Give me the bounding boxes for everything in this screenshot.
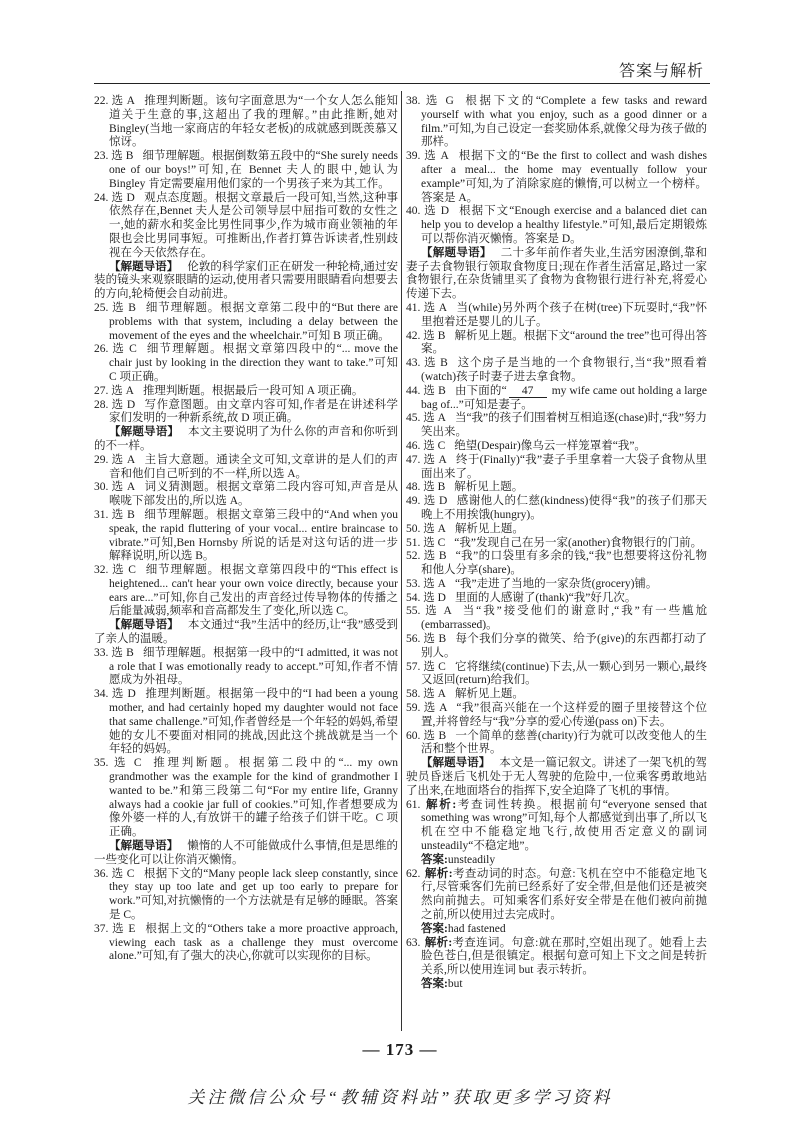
item-text: 当(while)另外两个孩子在树(tree)下玩耍时,“我”怀里抱着还是婴儿的儿子。 (421, 301, 707, 328)
item-label: 59. 选 A (406, 702, 448, 715)
guide-text: 二十多年前作者失业,生活穷困潦倒,靠和妻子去食物银行领取食物度日;现在作者生活富足,路过一家食物银行,在杂货铺里买了食物为食物银行进行补充,将爱心传递下去。 (406, 246, 707, 301)
answer-item-62 (406, 868, 707, 937)
item-label: 58. 选 A (406, 688, 446, 701)
item-text: 每个我们分享的微笑、给予(give)的东西都打动了别人。 (421, 633, 707, 659)
item-label: 48. 选 B (406, 481, 446, 494)
column-divider (401, 91, 402, 1031)
answer-item-29 (94, 454, 398, 482)
answer-item-34 (94, 688, 398, 757)
item-label: 24. 选 D (94, 191, 135, 204)
item-label: 27. 选 A (94, 384, 134, 397)
item-label: 46. 选 C (406, 439, 446, 452)
answer-item-57 (406, 661, 707, 689)
item-text: 考查连词。句意:就在那时,空姐出现了。她看上去脸色苍白,但是很镇定。根据句意可知上下文之间是转折关系,所以使用连词 but 表示转折。 (421, 936, 707, 977)
answer-item-39 (406, 150, 707, 205)
answer-item-45 (406, 412, 707, 440)
answer-value: had fastened (447, 922, 506, 935)
guide-tag: 【解题导语】 (109, 426, 180, 439)
item-text: 解析见上题。 (454, 688, 524, 701)
item-label: 57. 选 C (406, 660, 446, 673)
item-text: 里面的人感谢了(thank)“我”好几次。 (454, 591, 637, 604)
answer-item-40 (406, 205, 707, 246)
answer-item-35 (94, 757, 398, 840)
item-text: 根据上文的“Others take a more proactive approach, viewing each task as a challenge they must overcome alone.”可知,有了强大的决心,你就可以实现你的目标。 (109, 922, 399, 963)
item-text: “我”的口袋里有多余的钱,“我”也想要将这份礼物和他人分享(share)。 (421, 550, 707, 577)
item-text: 推理判断题。根据最后一段可知 A 项正确。 (142, 384, 364, 397)
guide-text: 懒惰的人不可能做成什么事情,但是思维的一些变化可以让你消灭懒惰。 (94, 840, 398, 866)
item-label: 26. 选 C (94, 343, 137, 356)
answer-item-58 (406, 688, 707, 702)
answer-label: 答案: (421, 922, 448, 935)
item-text: 绝望(Despair)像乌云一样笼罩着“我”。 (454, 439, 646, 452)
left-column (94, 95, 398, 964)
answer-item-59 (406, 702, 707, 730)
answer-item-32 (94, 564, 398, 619)
answer-item-30 (94, 481, 398, 509)
item-text: 解析见上题。 (454, 522, 524, 535)
answer-item-28 (94, 399, 398, 427)
answer-item-47 (406, 454, 707, 482)
item-text: 细节理解题。根据文章第三段中的“And when you speak, the rapid fluttering of your vocal... entire braincase to vibrate.”可知,Ben Hornsby 所说的话是对这句话的进一步解释说明,所以选 B。 (109, 508, 398, 563)
page-number: — 173 — (362, 1040, 438, 1059)
answer-item-38 (406, 95, 707, 150)
guide-tag: 【解题导语】 (109, 260, 179, 273)
answer-label: 答案: (421, 853, 448, 866)
analysis-label: 解析: (424, 798, 457, 811)
item-label: 38. 选 G (406, 95, 454, 107)
answer-item-46 (406, 440, 707, 454)
answer-label: 答案: (421, 978, 448, 990)
answer-item-60 (406, 730, 707, 758)
answer-item-22 (94, 95, 398, 150)
item-text: 考查动词的时态。句意:飞机在空中不能稳定地飞行,尽管乘客们先前已经系好了安全带,但是他们还是被突然向前抛去。可知乘客们系好安全带是在他们被向前抛之前,所以使用过去完成时。 (421, 867, 707, 922)
item-text: 根据下文的“Be the first to collect and wash dishes after a meal... the home may eventually follow your example”可知,为了消除家庭的懒惰,可以树立一个榜样。答案是 A。 (421, 150, 707, 204)
item-text: 推理判断题。根据第一段中的“I had been a young mother, and had certainly hoped my daughter would not face that same challenge.”可知,作者曾经是一个年轻的妈妈,希望她的女儿不要面对相同的挑战,因此这个挑战就是当一个年轻的妈妈。 (109, 688, 398, 756)
item-label: 44. 选 B (406, 384, 446, 397)
item-text: 由下面的“ (454, 384, 507, 397)
item-label: 47. 选 A (406, 453, 447, 466)
guide-tag: 【解题导语】 (421, 246, 492, 259)
item-text: 写作意图题。由文章内容可知,作者是在讲述科学家们发明的一种新系统,故 D 项正确。 (109, 398, 398, 425)
item-label: 63. (406, 936, 421, 949)
answer-item-36 (94, 868, 398, 923)
item-label: 43. 选 B (406, 357, 448, 370)
answer-item-33 (94, 647, 398, 688)
answer-item-50 (406, 523, 707, 537)
item-label: 52. 选 B (406, 550, 447, 563)
header-rule (94, 83, 710, 84)
answer-item-41 (406, 302, 707, 330)
item-label: 31. 选 B (94, 508, 135, 521)
item-label: 22. 选 A (94, 95, 135, 107)
solution-guide (406, 757, 707, 798)
item-text: 推理判断题。根据第二段中的“... my own grandmother was the example for the kind of grandmother I wanted to be.”和第三段第二句“For my entire life, Granny always had a cookie jar full of cookies.”可知,作者想要成为像外婆一样的人,有放饼干的罐子给孩子们饼干吃。C 项正确。 (109, 757, 398, 839)
item-text: 当“我”接受他们的谢意时,“我”有一些尴尬(embarrassed)。 (421, 605, 707, 632)
page-header-title: 答案与解析 (618, 61, 704, 80)
guide-tag: 【解题导语】 (421, 757, 491, 770)
answer-item-51 (406, 537, 707, 551)
answer-item-61 (406, 799, 707, 868)
item-text: my wife came out holding a large bag of...”可知是妻子。 (421, 384, 707, 411)
guide-tag: 【解题导语】 (109, 619, 179, 632)
item-text: 它将继续(continue)下去,从一颗心到另一颗心,最终又返回(return)给我们。 (421, 660, 707, 687)
guide-text: 本文主要说明了为什么你的声音和你听到的不一样。 (94, 426, 399, 452)
guide-text: 伦敦的科学家们正在研发一种轮椅,通过安装的镜头来观察眼睛的运动,使用者只需要用眼睛看向想要去的方向,轮椅便会自动前进。 (94, 260, 398, 301)
item-label: 45. 选 A (406, 412, 446, 425)
answer-value: unsteadily (447, 853, 496, 866)
answer-item-53 (406, 578, 707, 592)
item-text: 词义猜测题。根据文章第二段内容可知,声音是从喉咙下部发出的,所以选 A。 (109, 481, 398, 508)
solution-guide (406, 247, 707, 302)
analysis-label: 解析: (424, 867, 453, 880)
item-text: 解析见上题。根据下文“around the tree”也可得出答案。 (421, 329, 707, 356)
item-label: 36. 选 C (94, 867, 135, 880)
answer-item-44 (406, 385, 707, 413)
blank-number: 47 (509, 386, 547, 398)
item-text: 观点态度题。根据文章最后一段可知,当然,这种事依然存在,Bennet 夫人是公司领导层中屈指可数的女性之一,她的薪水和奖金比男性同事少,作为城市商业领袖的年限也会比男同事短。可推断出,作者打算告诉读者,性别歧视在今天依然存在。 (109, 191, 399, 259)
answer-item-24 (94, 192, 398, 261)
answer-item-26 (94, 343, 398, 384)
item-label: 25. 选 B (94, 301, 136, 314)
answer-item-48 (406, 481, 707, 495)
item-text: 当“我”的孩子们围着树互相追逐(chase)时,“我”努力笑出来。 (421, 412, 707, 439)
item-label: 33. 选 B (94, 646, 134, 659)
right-column (406, 95, 707, 992)
item-label: 41. 选 A (406, 301, 448, 314)
answer-item-55 (406, 605, 707, 633)
answer-value: but (447, 978, 463, 990)
answer-item-43 (406, 357, 707, 385)
answer-item-25 (94, 302, 398, 343)
item-label: 39. 选 A (406, 150, 449, 163)
item-text: 推理判断题。该句字面意思为“一个女人怎么能知道关于生意的事,这超出了我的理解。”由此推断,她对 Bingley(当地一家商店的年轻女老板)的成就感到既羡慕又惊讶。 (109, 95, 398, 149)
item-label: 35. 选 C (94, 757, 142, 770)
item-label: 54. 选 D (406, 591, 446, 604)
solution-guide (94, 261, 398, 302)
answer-item-54 (406, 592, 707, 606)
item-label: 62. (406, 867, 421, 880)
item-label: 42. 选 B (406, 329, 446, 342)
answer-item-37 (94, 923, 398, 964)
answer-item-52 (406, 550, 707, 578)
guide-text: 本文通过“我”生活中的经历,让“我”感受到了亲人的温暖。 (94, 619, 398, 646)
item-text: “我”发现自己在另一家(another)食物银行的门前。 (454, 536, 703, 549)
item-text: 根据下文的“Complete a few tasks and reward yourself with what you enjoy, such as a good dinner or a film.”可知,为自己设定一套奖励体系,就像父母为孩子做的那样。 (421, 95, 707, 149)
footer-note: 关注微信公众号“教辅资料站”获取更多学习资料 (187, 1088, 613, 1107)
guide-tag: 【解题导语】 (109, 840, 179, 853)
item-text: 解析见上题。 (454, 481, 524, 494)
solution-guide (94, 426, 398, 454)
analysis-label: 解析: (424, 936, 453, 949)
item-text: “我”走进了当地的一家杂货(grocery)铺。 (454, 577, 658, 590)
solution-guide (94, 840, 398, 868)
answer-item-56 (406, 633, 707, 661)
answer-item-42 (406, 330, 707, 358)
item-text: 细节理解题。根据文章第四段中的“This effect is heightened... can't hear your own voice directly, because your ears are...”可知,你自己发出的声音经过传导物体的传播之后能量减弱,频率和音高都发生了变化,所以选 C。 (109, 564, 398, 618)
item-label: 53. 选 A (406, 577, 446, 590)
item-label: 34. 选 D (94, 688, 136, 701)
item-text: “我”很高兴能在一个这样爱的圈子里接替这个位置,并将曾经与“我”分享的爱心传递(pass on)下去。 (421, 702, 707, 728)
answer-item-63 (406, 937, 707, 992)
item-text: 细节理解题。根据第一段中的“I admitted, it was not a role that I was emotionally ready to accept.”可知,作者不情愿成为外祖母。 (109, 646, 398, 687)
item-text: 根据下文的“Many people lack sleep constantly, since they stay up too late and get up too early to prepare for work.”可知,对抗懒惰的一个方法就是有足够的睡眠。答案是 C。 (109, 867, 398, 922)
item-text: 细节理解题。根据文章第二段中的“But there are problems with that system, including a delay between the movement of the eyes and the wheelchair.”可知 B 项正确。 (109, 301, 398, 342)
item-label: 50. 选 A (406, 522, 446, 535)
answer-item-31 (94, 509, 398, 564)
item-label: 37. 选 E (94, 922, 136, 935)
answer-item-49 (406, 495, 707, 523)
item-label: 56. 选 B (406, 633, 447, 646)
item-label: 32. 选 C (94, 564, 136, 577)
item-text: 考查词性转换。根据前句“everyone sensed that something was wrong”可知,每个人都感觉到出事了,所以飞机在空中不能稳定地飞行,故使用否定意义的副词 unsteadily“不稳定地”。 (421, 798, 707, 853)
item-label: 40. 选 D (406, 205, 450, 218)
answer-item-23 (94, 150, 398, 191)
item-label: 55. 选 A (406, 605, 452, 618)
item-text: 细节理解题。根据文章第四段中的“... move the chair just by looking in the direction they want to take.”可知 C 项正确。 (109, 343, 399, 383)
item-label: 61. (406, 798, 421, 811)
item-label: 49. 选 D (406, 495, 448, 508)
guide-text: 本文是一篇记叙文。讲述了一架飞机的驾驶员昏迷后飞机处于无人驾驶的危险中,一位乘客勇敢地站了出来,在地面塔台的指挥下,安全迫降了飞机的事情。 (406, 757, 708, 797)
item-text: 感谢他人的仁慈(kindness)使得“我”的孩子们那天晚上不用挨饿(hungry)。 (421, 495, 707, 521)
item-text: 细节理解题。根据倒数第五段中的“She surely needs one of our boys!”可知,在 Bennet 夫人的眼中,她认为 Bingley 肯定需要雇用他们家的一个男孩子来为其工作。 (109, 150, 399, 190)
answer-item-27 (94, 385, 398, 399)
item-label: 60. 选 B (406, 729, 447, 742)
item-label: 29. 选 A (94, 453, 136, 466)
item-text: 根据下文“Enough exercise and a balanced diet can help you to develop a healthy lifestyle.”可知,最后定期锻炼可以帮你消灭懒惰。答案是 D。 (421, 205, 707, 245)
item-text: 一个简单的慈善(charity)行为就可以改变他人的生活和整个世界。 (421, 729, 708, 756)
item-label: 51. 选 C (406, 536, 446, 549)
solution-guide (94, 619, 398, 647)
item-label: 28. 选 D (94, 398, 136, 411)
item-label: 30. 选 A (94, 481, 136, 494)
item-text: 主旨大意题。通读全文可知,文章讲的是人们的声音和他们自己听到的不一样,所以选 A。 (109, 453, 398, 480)
item-text: 终于(Finally)“我”妻子手里拿着一大袋子食物从里面出来了。 (421, 453, 707, 480)
item-label: 23. 选 B (94, 150, 134, 163)
item-text: 这个房子是当地的一个食物银行,当“我”照看着(watch)孩子时妻子进去拿食物。 (421, 357, 708, 383)
